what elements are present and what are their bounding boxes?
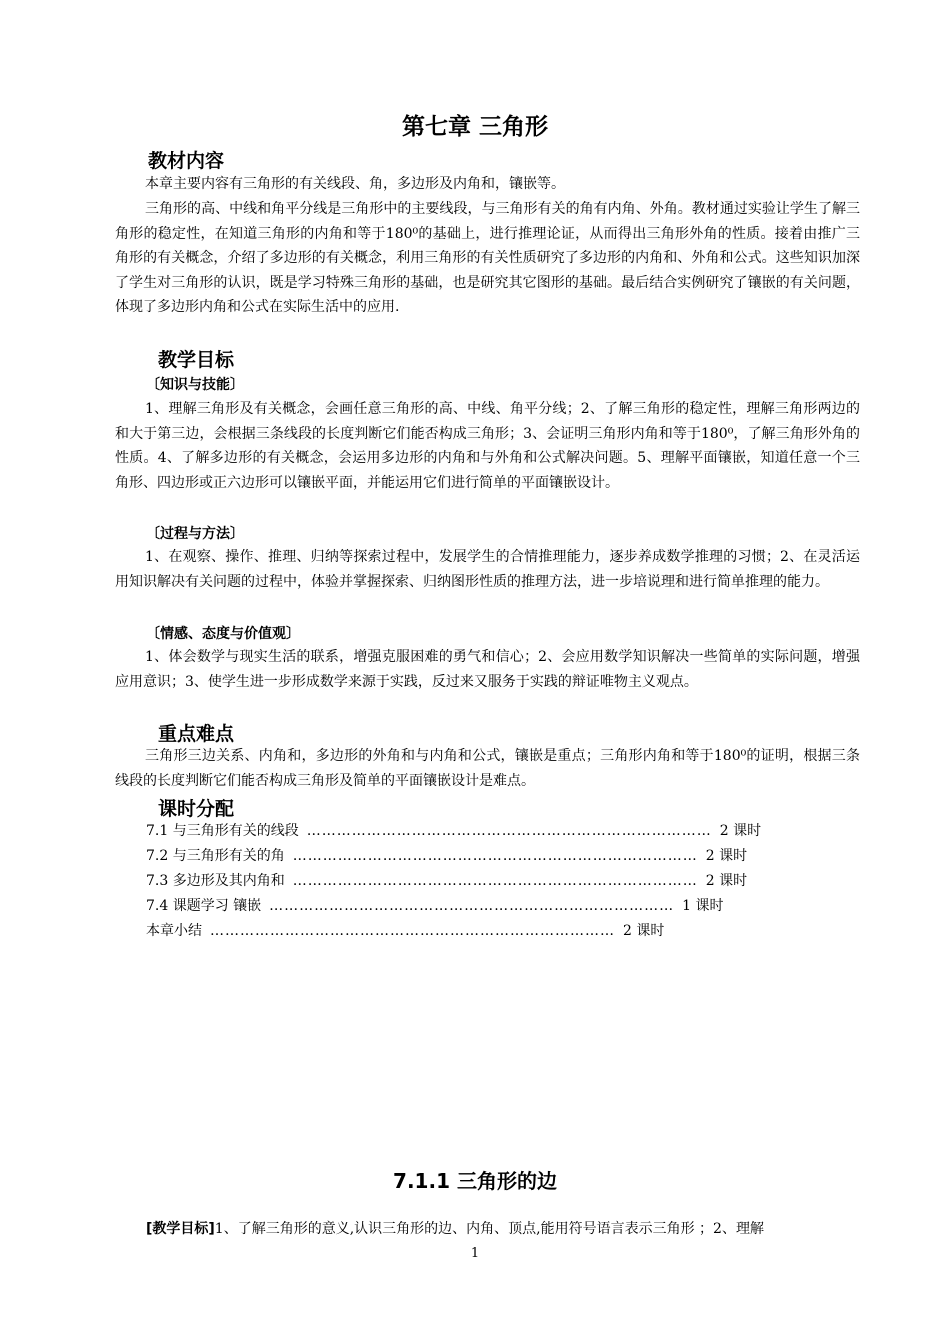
leader-dots: ……………………………………………………………………… — [292, 848, 698, 864]
schedule-item-duration: 2 课时 — [705, 873, 748, 889]
lesson-goal-label: [教学目标] — [146, 1221, 215, 1237]
knowledge-heading: 〔知识与技能〕 — [146, 377, 244, 393]
schedule-item-duration: 1 课时 — [682, 898, 724, 914]
content-heading: 教材内容 — [148, 150, 225, 172]
schedule-item — [146, 845, 748, 867]
leader-dots: ……………………………………………………………………… — [292, 873, 698, 889]
lesson-title: 7.1.1 三角形的边 — [393, 1169, 557, 1193]
key-points-paragraph: 三角形三边关系、内角和，多边形的外角和与内角和公式，镶嵌是重点；三角形内角和等于180⁰的证明，根据三条线段的长度判断它们能否构成三角形及简单的平面镶嵌设计是难点。 — [115, 748, 860, 789]
emotion-paragraph: 1、体会数学与现实生活的联系，增强克服困难的勇气和信心；2、会应用数学知识解决一些简单的实际问题，增强应用意识；3、使学生进一步形成数学来源于实践，反过来又服务于实践的辩证唯物主义观点。 — [115, 649, 860, 690]
schedule-item-title: 7.4 课题学习 镶嵌 — [146, 898, 262, 914]
content-paragraph-1: 本章主要内容有三角形的有关线段、角，多边形及内角和，镶嵌等。 — [145, 176, 565, 192]
key-points-heading: 重点难点 — [158, 723, 235, 745]
schedule-heading: 课时分配 — [158, 798, 235, 820]
schedule-item — [146, 820, 762, 842]
schedule-item-title: 7.3 多边形及其内角和 — [146, 873, 285, 889]
leader-dots: ……………………………………………………………………… — [269, 898, 675, 914]
leader-dots: ……………………………………………………………………… — [306, 823, 712, 839]
chapter-title: 第七章 三角形 — [401, 114, 548, 140]
schedule-item-title: 7.1 与三角形有关的线段 — [146, 823, 299, 839]
process-heading: 〔过程与方法〕 — [146, 526, 244, 542]
schedule-item-title: 7.2 与三角形有关的角 — [146, 848, 285, 864]
knowledge-paragraph: 1、理解三角形及有关概念，会画任意三角形的高、中线、角平分线；2、了解三角形的稳定性，理解三角形两边的和大于第三边，会根据三条线段的长度判断它们能否构成三角形；3、会证明三角形内角和等于180⁰，了解三角形外角的性质。4、了解多边形的有关概念，会运用多边形的内角和与外角和公式解决问题。5、理解平面镶嵌，知道任意一个三角形、四边形或正六边形可以镶嵌平面，并能运用它们进行简单的平面镶嵌设计。 — [115, 401, 860, 491]
schedule-item-duration: 2 课时 — [719, 823, 762, 839]
lesson-goal-line — [146, 1218, 866, 1238]
lesson-goal-text: 1、了解三角形的意义,认识三角形的边、内角、顶点,能用符号语言表示三角形 ；2、理解 — [214, 1221, 764, 1237]
schedule-item-title: 本章小结 — [146, 923, 202, 939]
content-paragraph-2: 三角形的高、中线和角平分线是三角形中的主要线段，与三角形有关的角有内角、外角。教材通过实验让学生了解三角形的稳定性，在知道三角形的内角和等于180⁰的基础上，进行推理论证，从而得出三角形外角的性质。接着由推广三角形的有关概念，介绍了多边形的有关概念，利用三角形的有关性质研究了多边形的内角和、外角和公式。这些知识加深了学生对三角形的认识，既是学习特殊三角形的基础，也是研究其它图形的基础。最后结合实例研究了镶嵌的有关问题，体现了多边形内角和公式在实际生活中的应用. — [115, 201, 860, 315]
page-number: 1 — [470, 1246, 480, 1261]
leader-dots: ……………………………………………………………………… — [210, 923, 615, 939]
schedule-item-duration: 2 课时 — [705, 848, 748, 864]
schedule-item-duration: 2 课时 — [623, 923, 665, 939]
goals-heading: 教学目标 — [158, 349, 235, 371]
emotion-heading: 〔情感、态度与价值观〕 — [146, 626, 300, 642]
schedule-item — [146, 870, 748, 892]
process-paragraph: 1、在观察、操作、推理、归纳等探索过程中，发展学生的合情推理能力，逐步养成数学推理的习惯；2、在灵活运用知识解决有关问题的过程中，体验并掌握探索、归纳图形性质的推理方法，进一步培说理和进行简单推理的能力。 — [115, 549, 860, 590]
schedule-item — [146, 920, 665, 942]
schedule-item — [146, 895, 724, 917]
